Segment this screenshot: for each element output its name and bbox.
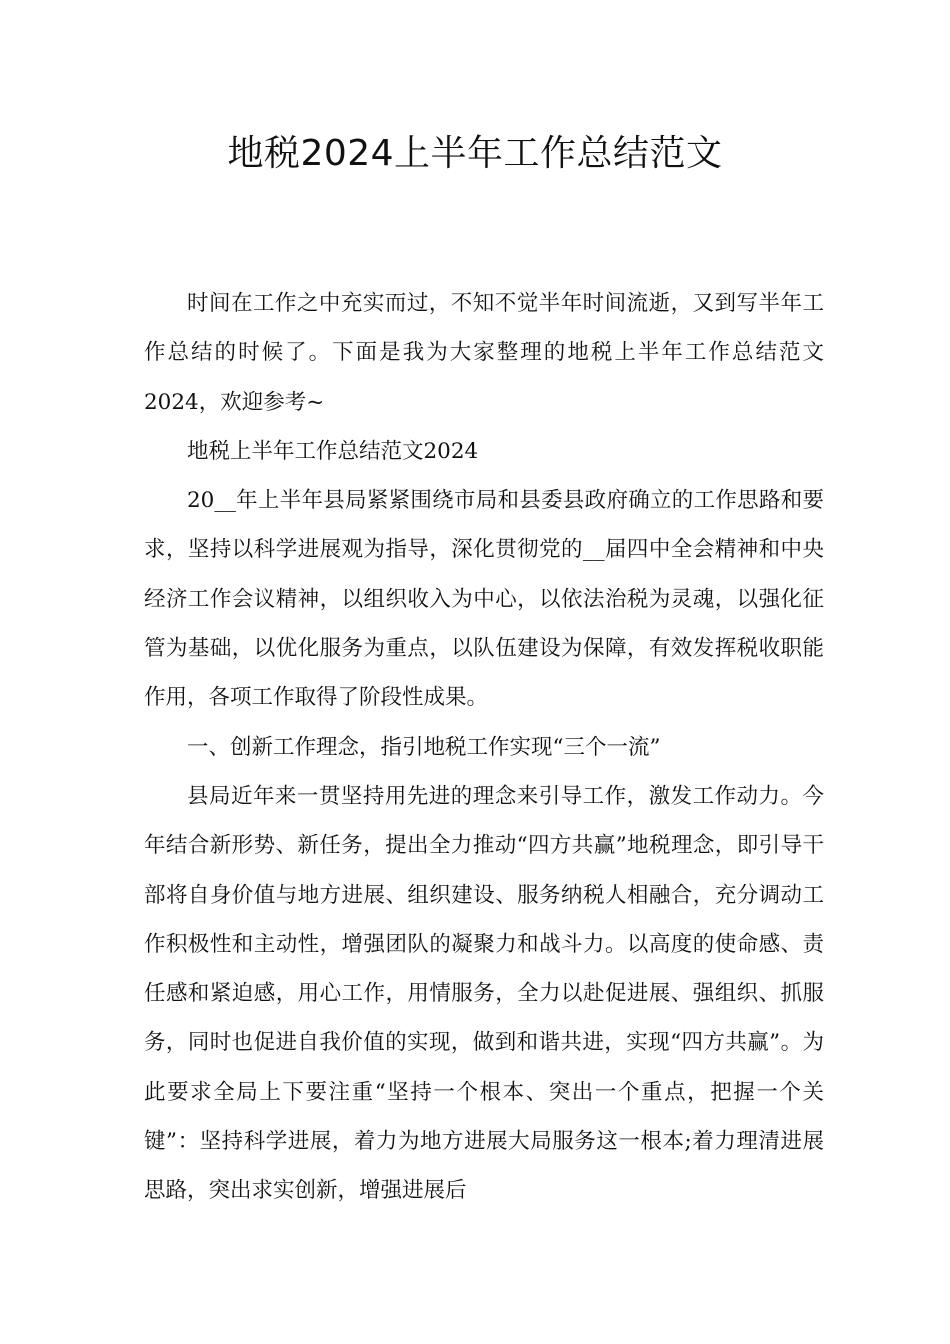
paragraph-subtitle: 地税上半年工作总结范文2024 [187,438,479,464]
document-body [144,279,824,1216]
section-heading-1: 一、创新工作理念，指引地税工作实现“三个一流” [187,734,661,760]
paragraph-section-1: 县局近年来一贯坚持用先进的理念来引导工作，激发工作动力。今年结合新形势、新任务，提出全力推动“四方共赢”地税理念，即引导干部将自身价值与地方进展、组织建设、服务纳税人相融合，充分调动工作积极性和主动性，增强团队的凝聚力和战斗力。以高度的使命感、责任感和紧迫感，用心工作，用情服务，全力以赴促进展、强组织、抓服务，同时也促进自我价值的实现，做到和谐共进，实现“四方共赢”。为此要求全局上下要注重“坚持一个根本、突出一个重点，把握一个关键”：坚持科学进展，着力为地方进展大局服务这一根本;着力理清进展思路，突出求实创新，增强进展后 [144,783,824,1204]
paragraph-overview: 20__年上半年县局紧紧围绕市局和县委县政府确立的工作思路和要求，坚持以科学进展观为指导，深化贯彻党的__届四中全会精神和中央经济工作会议精神，以组织收入为中心，以依法治税为灵魂，以强化征管为基础，以优化服务为重点，以队伍建设为保障，有效发挥税收职能作用，各项工作取得了阶段性成果。 [144,488,824,711]
document-title: 地税2024上半年工作总结范文 [227,133,723,174]
paragraph-intro: 时间在工作之中充实而过，不知不觉半年时间流逝，又到写半年工作总结的时候了。下面是我为大家整理的地税上半年工作总结范文2024，欢迎参考~ [144,291,824,415]
